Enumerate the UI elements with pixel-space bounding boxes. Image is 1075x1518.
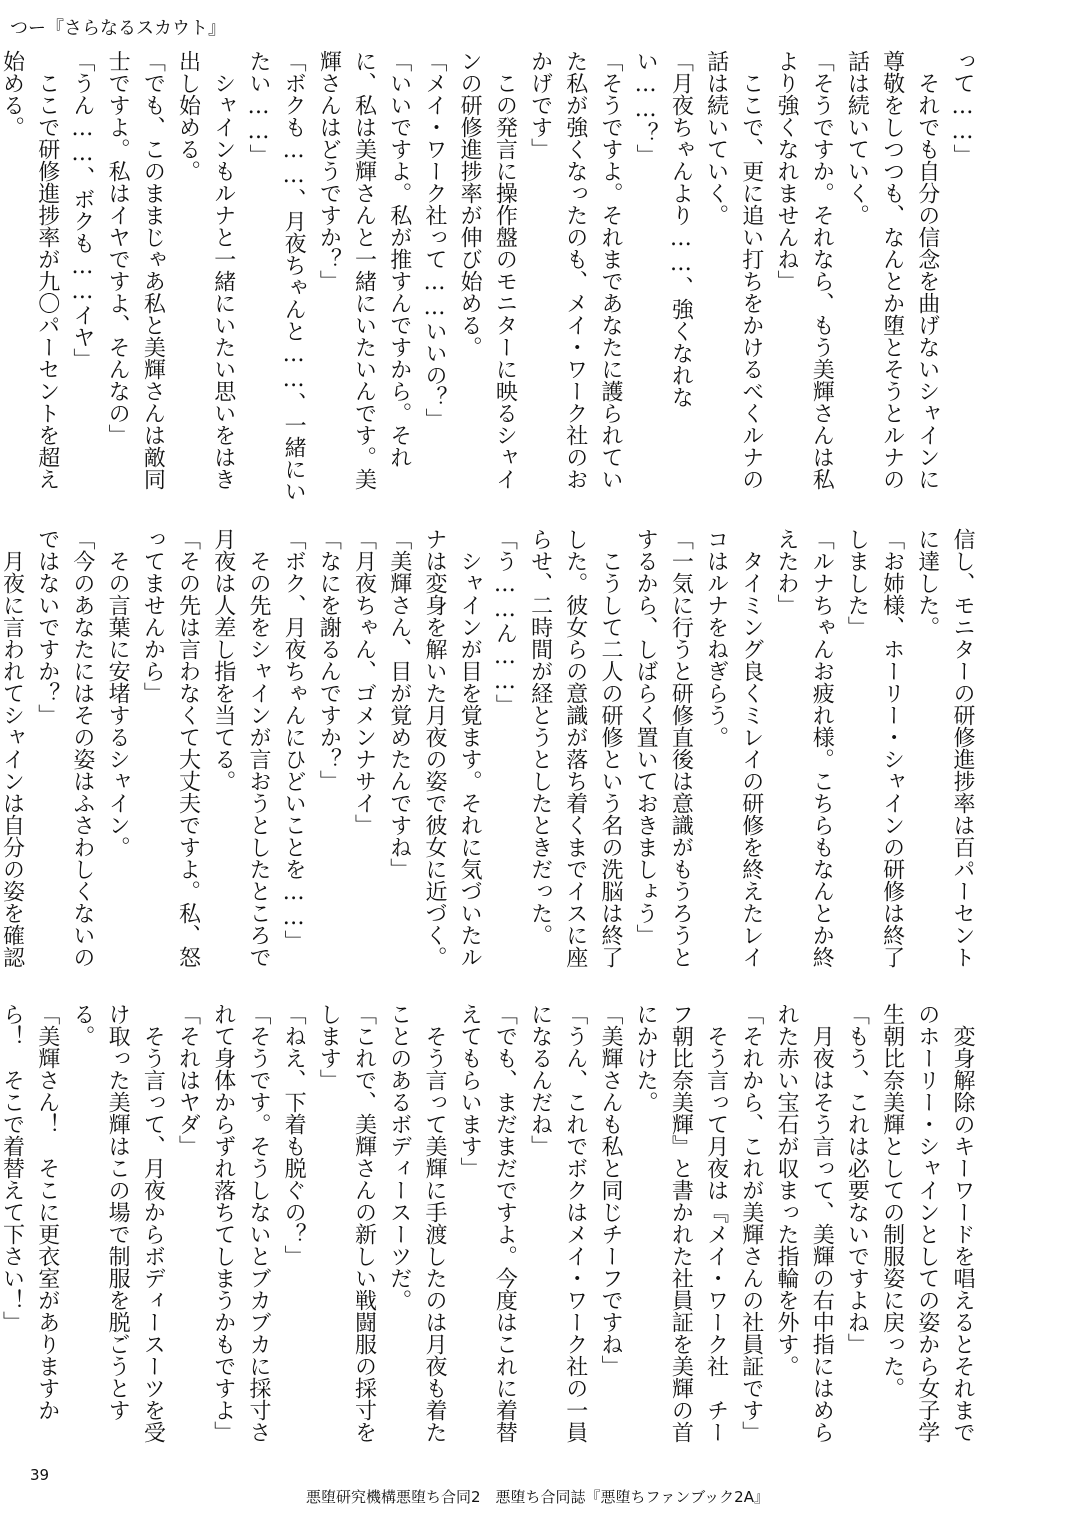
text-tier-3 [0,1003,980,1463]
paragraph: そう言って美輝に手渡したのは月夜も着たことのあるボディースーツだ。 [386,1003,447,1443]
paragraph: 「ルナちゃんお疲れ様。こちらもなんとか終えたわ」 [773,528,835,968]
paragraph: それでも自分の信念を曲げないシャインに尊敬をしつつも、なんとか堕とそうとルナの話は続いていく。 [844,50,940,490]
paragraph: そう言って月夜は『メイ・ワーク社 チーフ朝比奈美輝』と書かれた社員証を美輝の首にかけた。 [633,1003,729,1443]
paragraph: 「でも、まだまだですよ。今度はこれに着替えてもらいます」 [457,1003,518,1443]
paragraph: 「でも、このままじゃあ私と美輝さんは敵同士ですよ。私はイヤですよ、そんなの」 [105,50,166,490]
paragraph: 「お姉様、ホーリー・シャインの研修は終了しました」 [844,528,905,968]
paragraph: 「なにを謝るんですか？」 [316,528,342,792]
paragraph: 「メイ・ワーク社って……いいの？」 [421,50,447,430]
paragraph: 「うん……、ボクも……イヤ」 [69,50,95,370]
footer-credit: 悪堕研究機構悪堕ち合同2 悪堕ち合同誌『悪堕ちファンブック2A』 [305,1488,769,1506]
paragraph: 「月夜ちゃん、ゴメンナサイ」 [351,528,377,836]
paragraph: タイミング良くミレイの研修を終えたレイコはルナをねぎらう。 [703,528,764,968]
paragraph: そう言って、月夜からボディースーツを受け取った美輝はこの場で制服を脱ごうとする。 [69,1003,166,1443]
paragraph: 変身解除のキーワードを唱えるとそれまでのホーリー・シャインとしての姿から女子学生朝比奈美輝としての制服姿に戻った。 [879,1003,975,1443]
paragraph: こうして二人の研修という名の洗脳は終了した。彼女らの意識が落ち着くまでイスに座らせ、二時間が経とうとしたときだった。 [527,528,623,968]
paragraph: 「美輝さん、目が覚めたんですね」 [386,528,412,880]
paragraph: 「ボクも……、月夜ちゃんと……、一緒にいたい……」 [245,50,307,502]
paragraph: 信し、モニターの研修進捗率は百パーセントに達した。 [914,528,975,968]
paragraph: 「うん、これでボクはメイ・ワーク社の一員になるんだね」 [527,1003,588,1443]
text-tier-2 [0,528,980,988]
paragraph: シャインもルナと一緒にいたい思いをはき出し始める。 [175,50,236,490]
paragraph: その言葉に安堵するシャイン。 [105,550,131,858]
paragraph: 「ボク、月夜ちゃんにひどいことを……」 [281,528,307,952]
paragraph: 「その先は言わなくて大丈夫ですよ。私、怒ってませんから」 [140,528,201,968]
page-number: 39 [30,1466,50,1484]
paragraph: って……」 [950,50,975,166]
running-header: つー『さらなるスカウト』 [10,18,226,39]
paragraph: 「これで、美輝さんの新しい戦闘服の採寸をします」 [316,1003,377,1443]
paragraph: 「ねえ、下着も脱ぐの？」 [281,1003,307,1267]
paragraph: 「月夜ちゃんより……、強くなれない……？」 [633,50,694,408]
paragraph: 「もう、これは必要ないですよね」 [844,1003,870,1355]
paragraph: 「それはヤダ」 [175,1003,201,1157]
paragraph: ここで研修進捗率が九〇パーセントを超え始める。 [0,50,60,490]
paragraph: 月夜に言われてシャインは自分の姿を確認 [0,550,25,968]
text-tier-1 [0,50,980,510]
paragraph: 「そうですよ。それまであなたに護られていた私が強くなったのも、メイ・ワーク社のおかげです」 [527,50,623,490]
paragraph: シャインが目を覚ます。それに気づいたルナは変身を解いた月夜の姿で彼女に近づく。 [421,528,483,968]
paragraph: 「今のあなたにはその姿はふさわしくないのではないですか？」 [34,528,95,968]
paragraph: ここで、更に追い打ちをかけるべくルナの話は続いていく。 [703,50,764,490]
paragraph: 月夜はそう言って、美輝の右中指にはめられた赤い宝石が収まった指輪を外す。 [773,1003,835,1443]
paragraph: 「いいですよ。私が推すんですから。それに、私は美輝さんと一緒にいたいんです。美輝さんはどうですか？」 [316,50,412,490]
paragraph: その先をシャインが言おうとしたところで月夜は人差し指を当てる。 [210,528,271,968]
paragraph: 「美輝さんも私と同じチーフですね」 [597,1003,623,1377]
paragraph: 「そうですか。それなら、もう美輝さんは私より強くなれませんね」 [773,50,835,490]
paragraph: この発言に操作盤のモニターに映るシャインの研修進捗率が伸び始める。 [457,50,518,490]
paragraph: 「う……ん……」 [492,528,518,716]
paragraph: 「それから、これが美輝さんの社員証です」 [738,1003,764,1443]
paragraph: 「一気に行うと研修直後は意識がもうろうとするから、しばらく置いておきましょう」 [633,528,694,968]
paragraph: 「美輝さん！ そこに更衣室がありますから！ そこで着替えて下さい！」 [0,1003,60,1421]
paragraph: 「そうです。そうしないとブカブカに採寸されて身体からずれ落ちてしまうかもですよ」 [210,1003,271,1443]
